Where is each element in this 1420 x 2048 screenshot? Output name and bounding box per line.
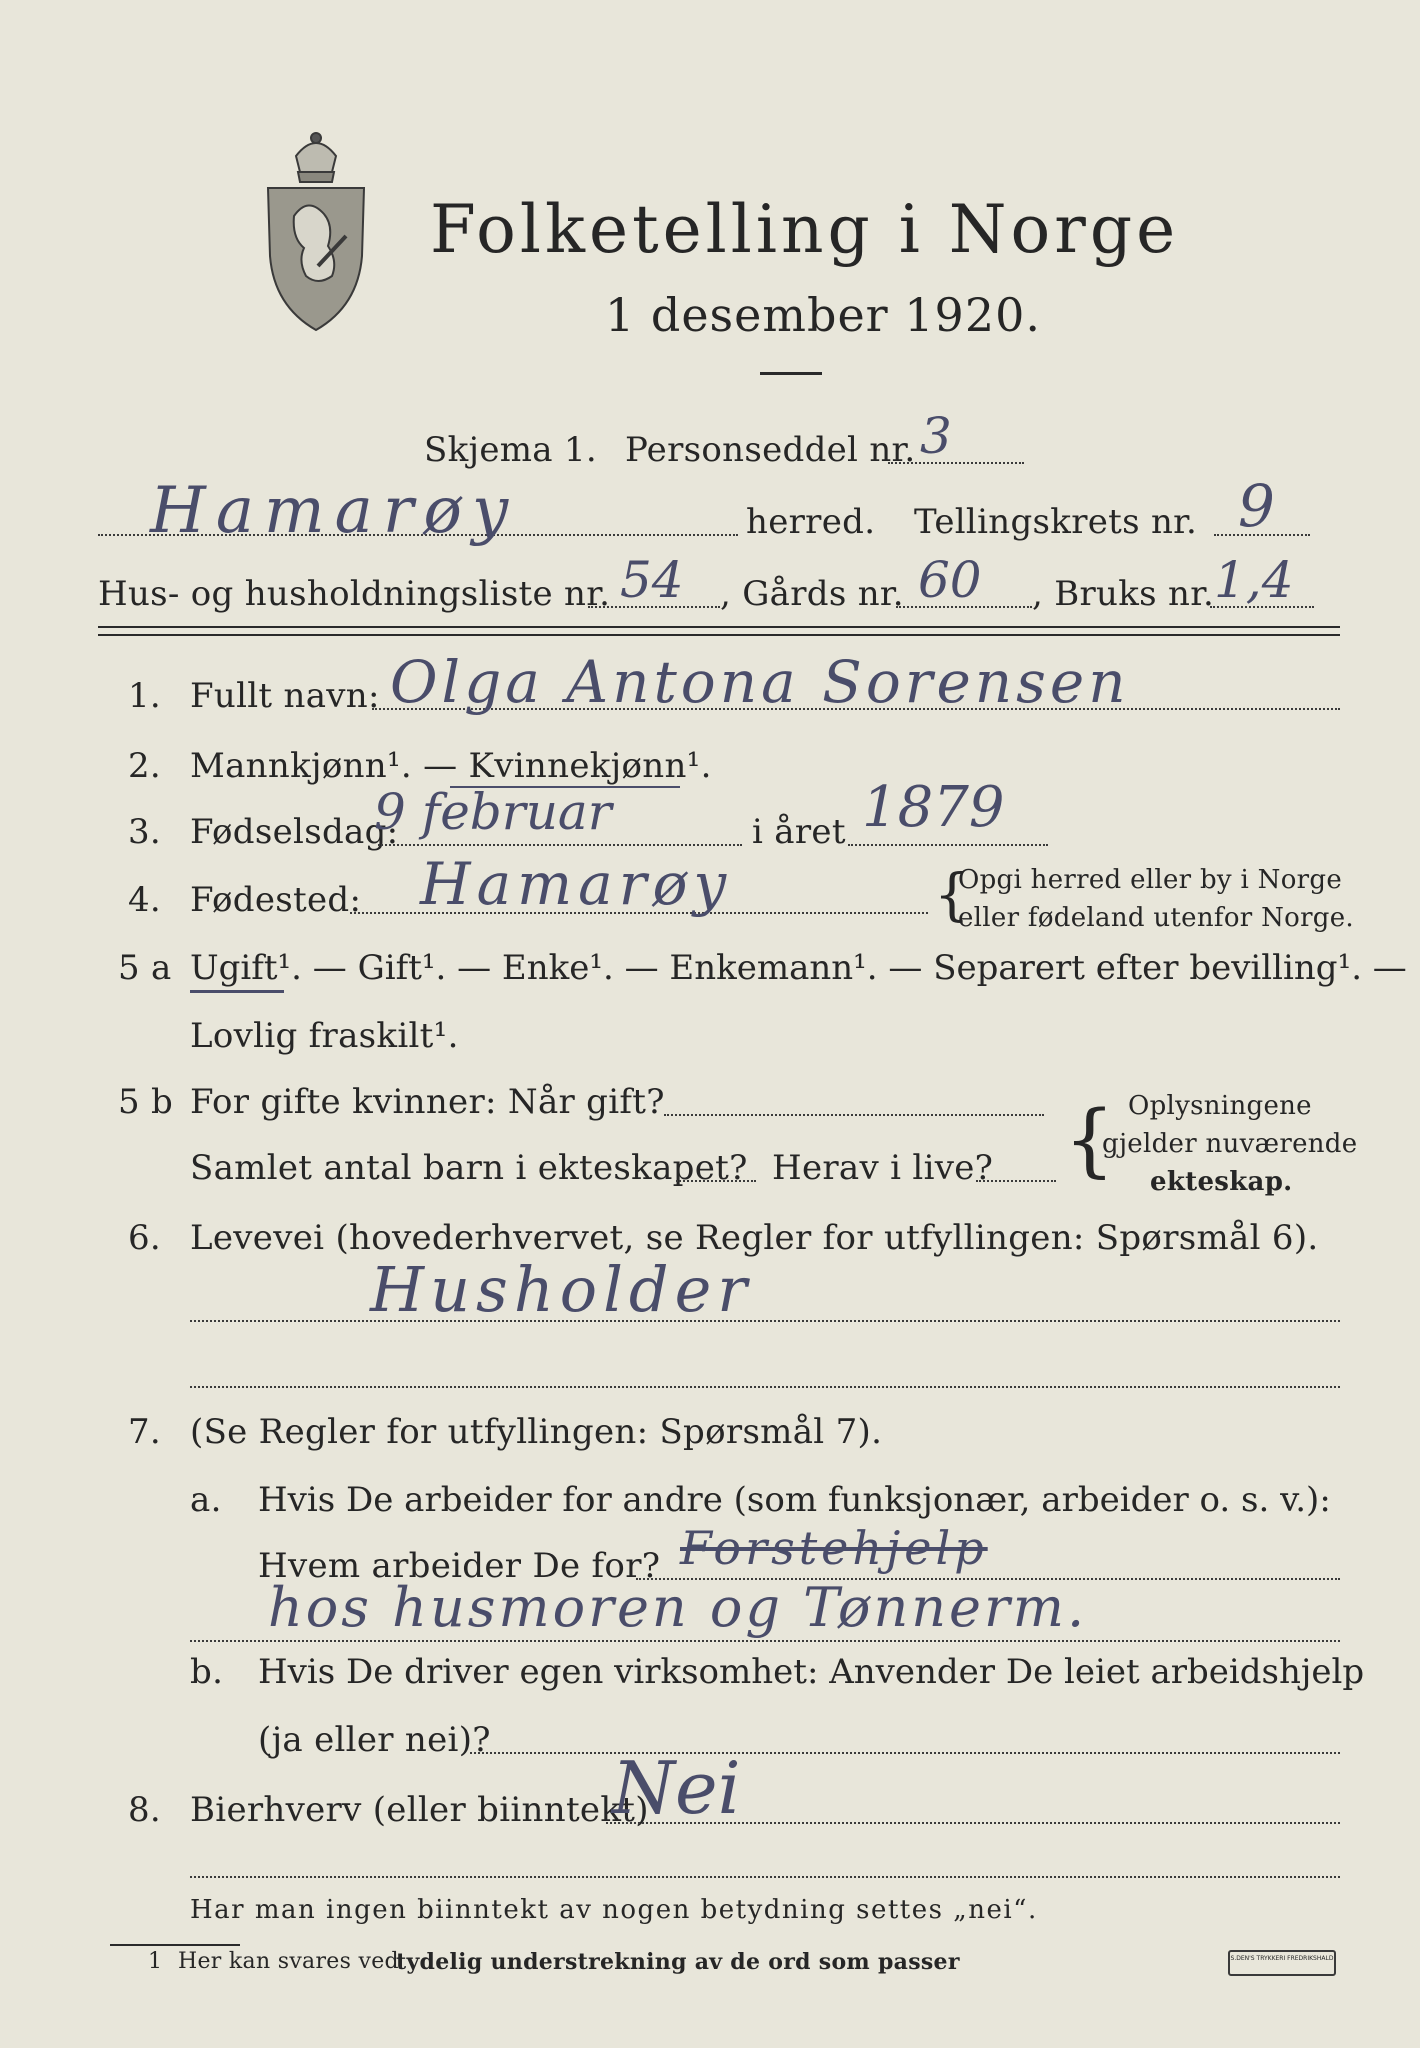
q5b-note-line1: Oplysningene <box>1128 1091 1312 1121</box>
printer-mark <box>1228 1950 1336 1976</box>
footnote-divider <box>110 1944 240 1946</box>
gards-value[interactable]: 60 <box>918 551 982 609</box>
q8-side-income[interactable]: Nei <box>612 1746 741 1830</box>
q3-year-label: i året <box>752 812 846 852</box>
q5a-number: 5 a <box>118 948 172 988</box>
q1-full-name[interactable]: Olga Antona Sorensen <box>390 648 1130 716</box>
q5a-ugift-underline <box>190 990 284 993</box>
biinntekt-note: Har man ingen biinntekt av nogen betydning settes „nei“. <box>190 1895 1038 1925</box>
q5b-note-line3: ekteskap. <box>1150 1167 1293 1197</box>
q1-number: 1. <box>128 676 162 716</box>
q3-birth-day[interactable]: 9 februar <box>374 783 612 841</box>
header-divider-2 <box>98 634 1340 636</box>
herred-value[interactable]: Hamarøy <box>150 474 519 548</box>
q4-note-line2: eller fødeland utenfor Norge. <box>958 903 1354 933</box>
q7b-line <box>470 1752 1340 1754</box>
herred-label: herred. <box>746 502 876 542</box>
q5b-brace: { <box>1064 1093 1116 1186</box>
census-date: 1 desember 1920. <box>605 288 1041 342</box>
tellingskrets-value[interactable]: 9 <box>1238 472 1275 540</box>
q7a-label: Hvis De arbeider for andre (som funksjonær, arbeider o. s. v.): <box>258 1480 1331 1520</box>
bruks-value[interactable]: 1,4 <box>1214 551 1294 609</box>
q5b-barn-line <box>676 1180 756 1182</box>
personseddel-label: Personseddel nr. <box>625 430 916 470</box>
skjema-label: Skjema 1. <box>424 430 598 470</box>
bruks-label: , Bruks nr. <box>1032 574 1215 614</box>
personseddel-line <box>888 462 1024 464</box>
title-divider <box>760 372 822 375</box>
q5b-number: 5 b <box>118 1082 174 1122</box>
q6-label: Levevei (hovederhvervet, se Regler for utfyllingen: Spørsmål 6). <box>190 1218 1319 1258</box>
q4-note-line1: Opgi herred eller by i Norge <box>958 865 1343 895</box>
q6-line-2 <box>190 1386 1340 1388</box>
q7b-letter: b. <box>190 1652 224 1692</box>
q4-label: Fødested: <box>190 880 362 920</box>
q7-number: 7. <box>128 1412 162 1452</box>
q5b-label: For gifte kvinner: Når gift? <box>190 1082 665 1122</box>
q7-label: (Se Regler for utfyllingen: Spørsmål 7). <box>190 1412 883 1452</box>
q7a-employer[interactable]: hos husmoren og Tønnerm. <box>268 1576 1088 1639</box>
q5b-label-line2: Samlet antal barn i ekteskapet? <box>190 1148 748 1188</box>
hus-label: Hus- og husholdningsliste nr. <box>98 574 611 614</box>
q6-number: 6. <box>128 1218 162 1258</box>
q5b-label-line3: Herav i live? <box>772 1148 994 1188</box>
footnote-text: Her kan svares ved <box>178 1949 399 1974</box>
q8-label: Bierhverv (eller biinntekt) <box>190 1790 649 1830</box>
q3-number: 3. <box>128 812 162 852</box>
gards-label: , Gårds nr. <box>720 574 904 614</box>
q8-number: 8. <box>128 1790 162 1830</box>
q7a-letter: a. <box>190 1480 222 1520</box>
q7b-label-line2: (ja eller nei)? <box>258 1720 491 1760</box>
q7a-struck-entry[interactable]: Forstehjelp <box>680 1521 988 1575</box>
form-title: Folketelling i Norge <box>430 191 1180 268</box>
q5b-gift-line <box>664 1114 1044 1116</box>
q3-day-line <box>378 844 742 846</box>
q7b-label: Hvis De driver egen virksomhet: Anvender De leiet arbeidshjelp <box>258 1652 1365 1692</box>
q4-birthplace[interactable]: Hamarøy <box>420 850 733 918</box>
q5a-label-line2: Lovlig fraskilt¹. <box>190 1016 459 1056</box>
q6-occupation[interactable]: Husholder <box>370 1253 753 1326</box>
q3-label: Fødselsdag: <box>190 812 399 852</box>
q5b-note-line2: gjelder nuværende <box>1102 1129 1358 1159</box>
q3-year-line <box>848 844 1048 846</box>
q7a-employer-line-2 <box>190 1640 1340 1642</box>
q3-birth-year[interactable]: 1879 <box>862 775 1005 840</box>
q2-number: 2. <box>128 746 162 786</box>
printer-mark-text: S.DEN'S TRYKKERI FREDRIKSHALD <box>1230 1955 1334 1962</box>
footnote-number: 1 <box>148 1949 163 1974</box>
q5b-live-line <box>976 1180 1056 1182</box>
q6-line-1 <box>190 1320 1340 1322</box>
q2-label: Mannkjønn¹. — Kvinnekjønn¹. <box>190 746 712 786</box>
hus-value[interactable]: 54 <box>620 551 684 609</box>
personseddel-value[interactable]: 3 <box>920 407 952 465</box>
coat-of-arms-icon <box>258 126 374 336</box>
q7a-label-line2: Hvem arbeider De for? <box>258 1546 661 1586</box>
q4-brace: { <box>934 863 970 928</box>
footnote-bold-text: tydelig understrekning av de ord som passer <box>396 1949 960 1975</box>
q8-line-2 <box>190 1876 1340 1878</box>
q1-label: Fullt navn: <box>190 676 380 716</box>
q4-number: 4. <box>128 880 162 920</box>
header-divider-1 <box>98 626 1340 628</box>
tellingskrets-label: Tellingskrets nr. <box>914 502 1198 542</box>
q5a-label: Ugift¹. — Gift¹. — Enke¹. — Enkemann¹. — Separert efter bevilling¹. — <box>190 948 1407 988</box>
